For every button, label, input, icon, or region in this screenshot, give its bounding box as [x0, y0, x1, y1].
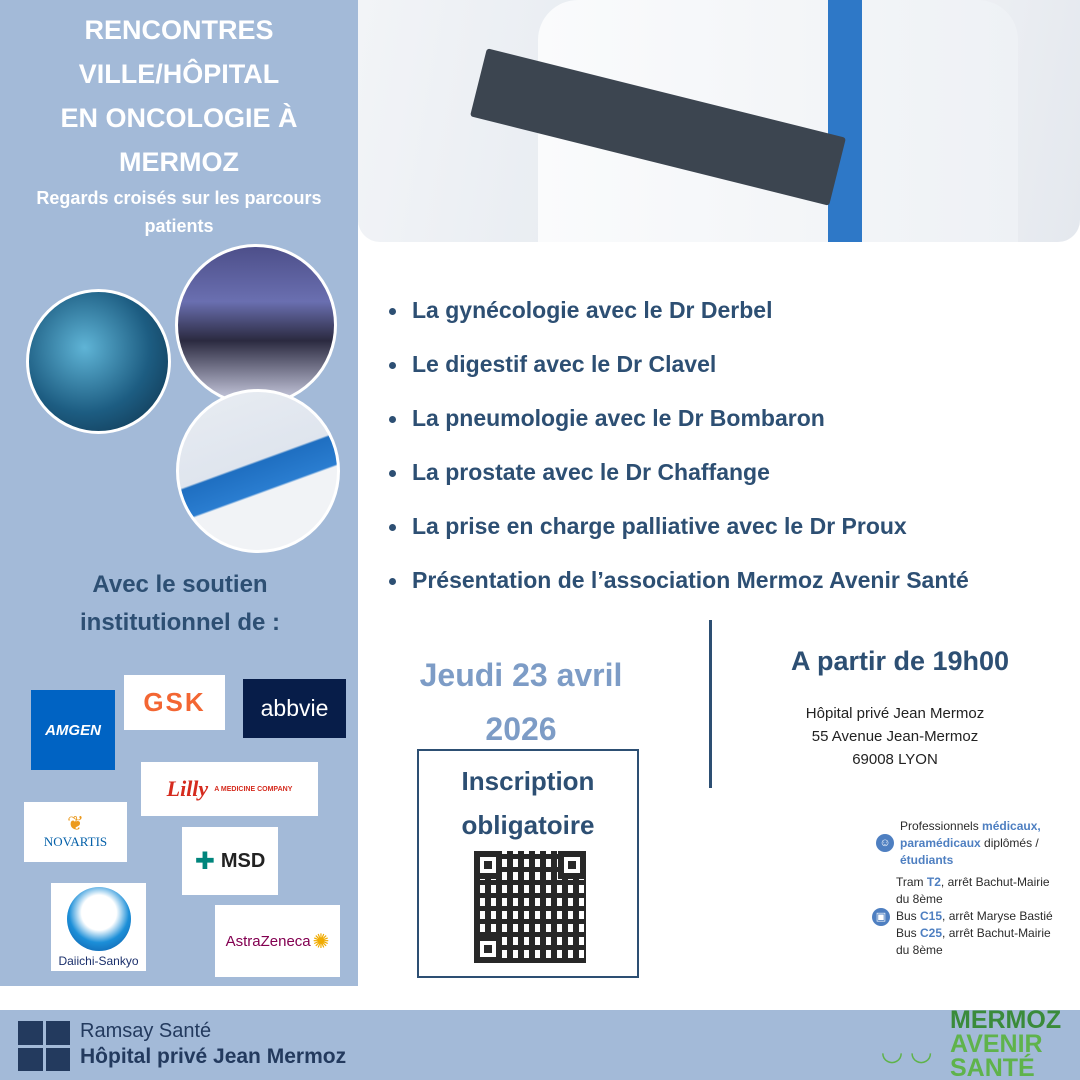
audience-info — [900, 818, 1070, 869]
address-line: 69008 LYON — [852, 751, 938, 768]
registration-label — [419, 759, 637, 847]
support-heading: Avec le soutien institutionnel de : — [80, 571, 280, 636]
ramsay-brand: Ramsay Santé — [80, 1020, 212, 1042]
agenda-item: La gynécologie avec le Dr Derbel — [386, 283, 1076, 337]
transport-line: Tram T2, arrêt Bachut-Mairie du 8ème — [896, 875, 1050, 906]
agenda-item: Présentation de l’association Mermoz Avenir Santé — [386, 553, 1076, 607]
date-year: 2026 — [485, 711, 557, 747]
audience-highlight: étudiants — [900, 853, 954, 867]
daiichi-wordmark: Daiichi-Sankyo — [58, 953, 139, 968]
astrazeneca-logo — [215, 905, 340, 977]
ramsay-name — [80, 1018, 346, 1070]
address-line: 55 Avenue Jean-Mermoz — [811, 728, 979, 745]
event-time: A partir de 19h00 — [790, 646, 1010, 676]
address-line: Hôpital privé Jean Mermoz — [805, 705, 985, 722]
registration-line: Inscription — [461, 766, 595, 796]
ramsay-logo-icon — [18, 1021, 70, 1071]
astrazeneca-wordmark: AstraZeneca — [225, 932, 311, 950]
transport-line: Bus C25, arrêt Bachut-Mairie du 8ème — [896, 926, 1051, 957]
association-line: MERMOZ — [950, 1006, 1062, 1034]
qr-finder — [558, 851, 586, 879]
amgen-logo: AMGEN — [31, 690, 115, 770]
title-line: MERMOZ — [119, 147, 239, 177]
title-line: VILLE/HÔPITAL — [78, 59, 280, 89]
audience-text: diplômés / — [980, 836, 1039, 850]
event-title — [0, 8, 358, 184]
date-day: Jeudi 23 avril — [419, 657, 623, 693]
surgery-photo — [26, 289, 171, 434]
abbvie-logo: abbvie — [243, 679, 346, 738]
event-address — [770, 702, 1020, 771]
divider — [709, 620, 712, 788]
lilly-tagline: A MEDICINE COMPANY — [214, 785, 293, 793]
lilly-wordmark: Lilly — [166, 776, 209, 801]
novartis-logo — [24, 802, 127, 862]
title-line: RENCONTRES — [84, 15, 274, 45]
agenda-item: La prise en charge palliative avec le Dr Proux — [386, 499, 1076, 553]
transport-info — [896, 874, 1066, 959]
agenda-item: La prostate avec le Dr Chaffange — [386, 445, 1076, 499]
qr-finder — [474, 935, 502, 963]
smile-icon: ◡ ◡ — [882, 1036, 933, 1066]
audience-text: Professionnels — [900, 819, 983, 833]
swirl-icon: ✺ — [312, 930, 330, 953]
association-name — [950, 1008, 1061, 1080]
transport-line: Bus C15, arrêt Maryse Bastié — [896, 909, 1053, 923]
agenda-list — [386, 283, 1076, 607]
bus-icon: ▣ — [872, 908, 890, 926]
registration-qr-code[interactable] — [474, 851, 586, 963]
hospital-building-photo — [175, 244, 337, 406]
flame-icon: ❦ — [67, 813, 84, 835]
audience-highlight: paramédicaux — [900, 836, 981, 850]
registration-line: obligatoire — [461, 810, 595, 840]
agenda-item: La pneumologie avec le Dr Bombaron — [386, 391, 1076, 445]
daiichi-sankyo-logo — [51, 883, 146, 971]
association-line: SANTÉ — [950, 1054, 1035, 1080]
event-subtitle: Regards croisés sur les parcours patients — [36, 188, 322, 236]
event-date — [392, 648, 650, 756]
globe-icon — [67, 887, 131, 951]
registration-box[interactable] — [417, 749, 639, 978]
audience-highlight: médicaux, — [982, 819, 1041, 833]
hospital-name: Hôpital privé Jean Mermoz — [80, 1045, 347, 1068]
doctor-photo — [176, 389, 340, 553]
novartis-wordmark: NOVARTIS — [43, 834, 108, 849]
title-line: EN ONCOLOGIE À — [60, 103, 298, 133]
photo-shirt — [828, 0, 862, 242]
agenda-item: Le digestif avec le Dr Clavel — [386, 337, 1076, 391]
msd-emblem-icon: ✚ — [194, 847, 215, 875]
msd-wordmark: MSD — [220, 849, 266, 872]
msd-logo — [182, 827, 278, 895]
association-line: AVENIR — [950, 1030, 1043, 1058]
doctor-clipboard-photo — [358, 0, 1080, 242]
qr-finder — [474, 851, 502, 879]
mermoz-avenir-sante-logo — [882, 1006, 1080, 1080]
gsk-logo: GSK — [124, 675, 225, 730]
lilly-logo — [141, 762, 318, 816]
people-icon: ☺ — [876, 834, 894, 852]
